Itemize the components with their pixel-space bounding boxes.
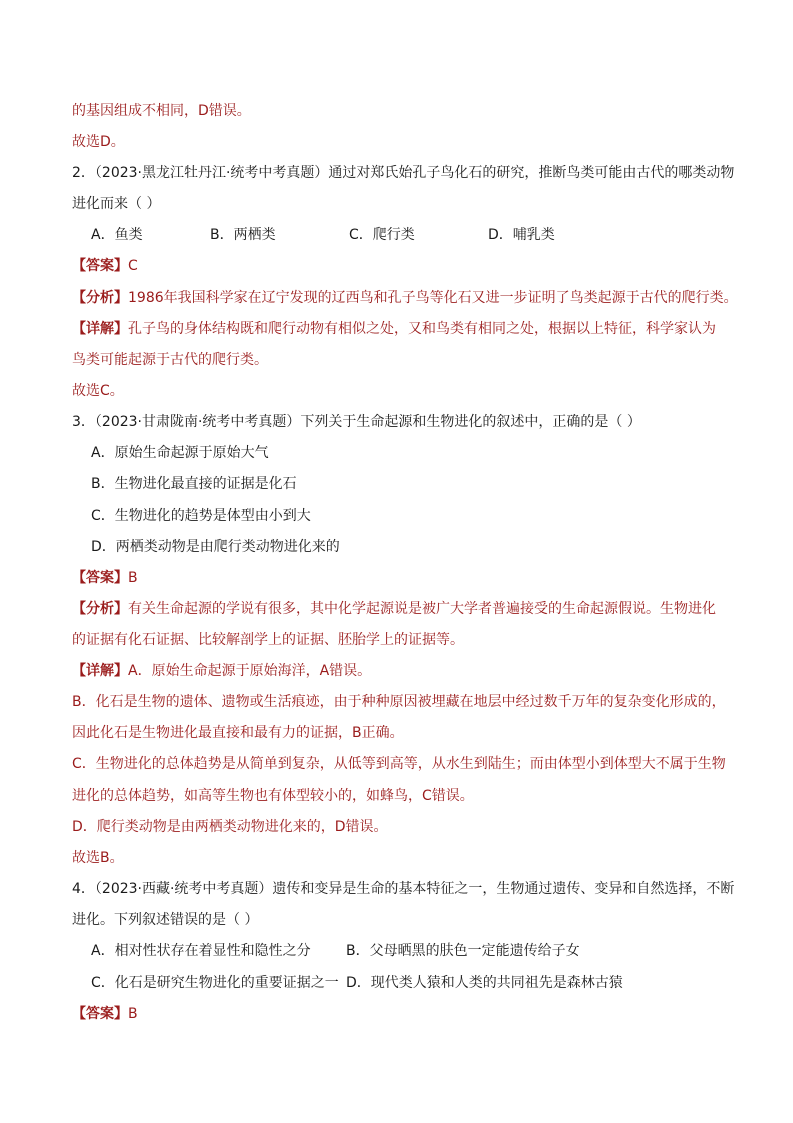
q4-answer bbox=[72, 1004, 138, 1024]
question-4-stem-cont: 进化。下列叙述错误的是（ ） bbox=[72, 912, 259, 928]
q3-detail-b: B．化石是生物的遗体、遗物或生活痕迹，由于种种原因被埋藏在地层中经过数千万年的复杂变化形成的， bbox=[72, 694, 726, 710]
q3-option-d: D．两栖类动物是由爬行类动物进化来的 bbox=[91, 539, 340, 555]
q3-detail-b-cont: 因此化石是生物进化最直接和最有力的证据，B正确。 bbox=[72, 725, 404, 741]
question-3-stem: 3．（2023·甘肃陇南·统考中考真题）下列关于生命起源和生物进化的叙述中，正确的是（ ） bbox=[72, 414, 641, 430]
q2-detail bbox=[72, 319, 716, 339]
detail-tag: 【详解】 bbox=[72, 321, 128, 337]
q3-answer bbox=[72, 568, 138, 588]
q2-detail-cont: 鸟类可能起源于古代的爬行类。 bbox=[72, 352, 268, 368]
q4-option-d: D．现代类人猿和人类的共同祖先是森林古猿 bbox=[346, 975, 623, 991]
question-2-stem: 2．（2023·黑龙江牡丹江·统考中考真题）通过对郑氏始孔子鸟化石的研究，推断鸟类可能由古代的哪类动物 bbox=[72, 165, 735, 181]
analysis-tag: 【分析】 bbox=[72, 601, 128, 617]
q3-option-c: C．生物进化的趋势是体型由小到大 bbox=[91, 508, 311, 524]
analysis-tag: 【分析】 bbox=[72, 290, 128, 306]
answer-tag: 【答案】 bbox=[72, 1006, 128, 1022]
q2-analysis bbox=[72, 288, 738, 308]
analysis-text: 有关生命起源的学说有很多，其中化学起源说是被广大学者普遍接受的生命起源假说。生物进化 bbox=[128, 601, 716, 617]
detail-tag: 【详解】 bbox=[72, 663, 128, 679]
q2-option-b: B．两栖类 bbox=[210, 227, 276, 243]
text-line: 故选D。 bbox=[72, 134, 125, 150]
detail-text: 孔子鸟的身体结构既和爬行动物有相似之处，又和鸟类有相同之处，根据以上特征，科学家认为 bbox=[128, 321, 716, 337]
answer-value: B bbox=[128, 1006, 138, 1022]
question-4-stem: 4．（2023·西藏·统考中考真题）遗传和变异是生命的基本特征之一，生物通过遗传、变异和自然选择，不断 bbox=[72, 881, 735, 897]
q3-analysis bbox=[72, 599, 716, 619]
q3-option-b: B．生物进化最直接的证据是化石 bbox=[91, 476, 297, 492]
answer-value: C bbox=[128, 258, 138, 274]
answer-tag: 【答案】 bbox=[72, 570, 128, 586]
q4-option-c: C．化石是研究生物进化的重要证据之一 bbox=[91, 975, 339, 991]
q3-detail-c: C．生物进化的总体趋势是从简单到复杂，从低等到高等，从水生到陆生；而由体型小到体型大不属于生物 bbox=[72, 756, 726, 772]
q3-detail-d: D．爬行类动物是由两栖类动物进化来的，D错误。 bbox=[72, 819, 388, 835]
q2-conclusion: 故选C。 bbox=[72, 383, 124, 399]
q3-detail bbox=[72, 661, 371, 681]
q4-option-a: A．相对性状存在着显性和隐性之分 bbox=[91, 943, 311, 959]
question-2-stem-cont: 进化而来（ ） bbox=[72, 196, 161, 212]
analysis-text: 1986年我国科学家在辽宁发现的辽西鸟和孔子鸟等化石又进一步证明了鸟类起源于古代的爬行类。 bbox=[128, 290, 738, 306]
q2-answer bbox=[72, 256, 138, 276]
q4-option-b: B．父母晒黑的肤色一定能遗传给子女 bbox=[346, 943, 580, 959]
answer-tag: 【答案】 bbox=[72, 258, 128, 274]
q3-option-a: A．原始生命起源于原始大气 bbox=[91, 445, 269, 461]
q2-option-c: C．爬行类 bbox=[349, 227, 415, 243]
answer-value: B bbox=[128, 570, 138, 586]
q2-option-d: D．哺乳类 bbox=[488, 227, 555, 243]
q3-detail-c-cont: 进化的总体趋势，如高等生物也有体型较小的，如蜂鸟，C错误。 bbox=[72, 788, 474, 804]
q3-conclusion: 故选B。 bbox=[72, 850, 124, 866]
q3-analysis-cont: 的证据有化石证据、比较解剖学上的证据、胚胎学上的证据等。 bbox=[72, 632, 464, 648]
text-line: 的基因组成不相同，D错误。 bbox=[72, 103, 251, 119]
q2-option-a: A．鱼类 bbox=[91, 227, 143, 243]
detail-text: A．原始生命起源于原始海洋，A错误。 bbox=[128, 663, 372, 679]
